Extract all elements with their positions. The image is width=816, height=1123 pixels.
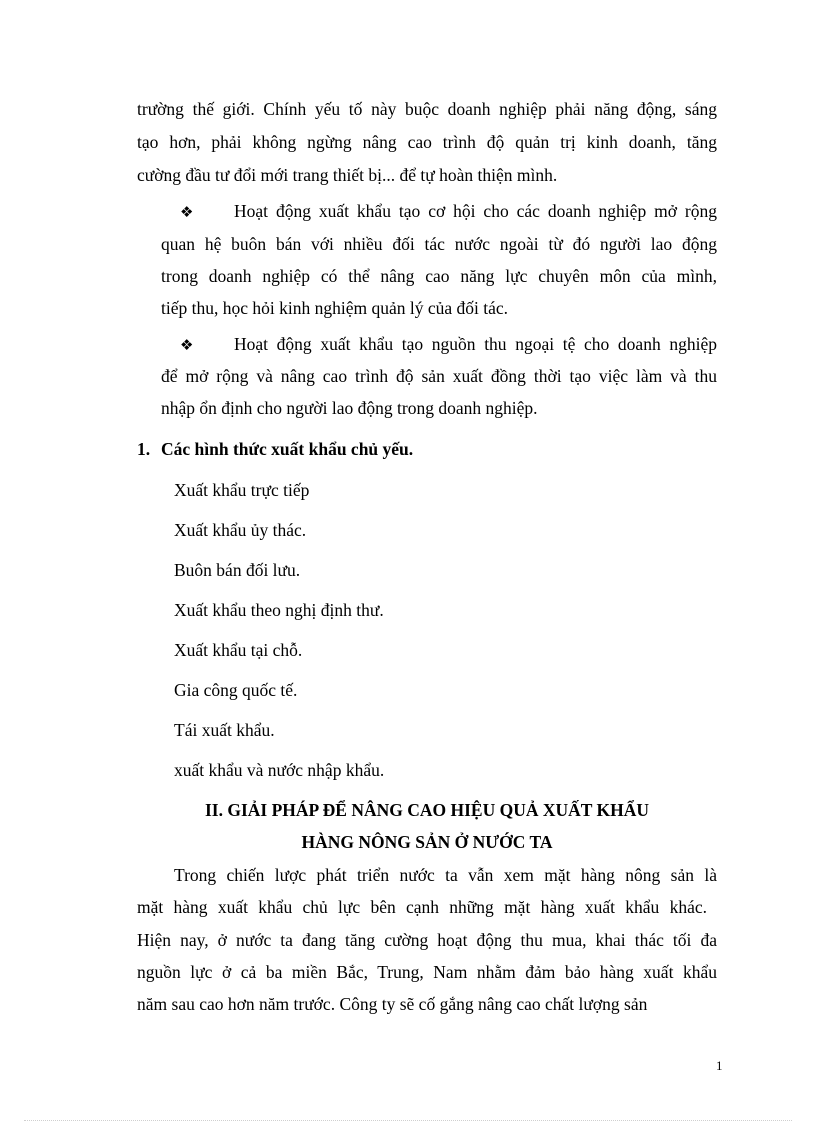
export-form-item: Xuất khẩu tại chỗ. (174, 640, 303, 660)
export-form-item: Buôn bán đối lưu. (174, 560, 301, 580)
page-number: 1 (716, 1058, 723, 1073)
bullet-2-line-3: nhập ổn định cho người lao động trong doanh nghiệp. (161, 398, 538, 418)
export-form-item: Xuất khẩu theo nghị định thư. (174, 600, 384, 620)
bullet-2-line-1: Hoạt động xuất khẩu tạo nguồn thu ngoại tệ cho doanh nghiệp (234, 334, 717, 354)
footer-divider (24, 1120, 792, 1121)
paragraph-1-line-1: trường thế giới. Chính yếu tố này buộc doanh nghiệp phải năng động, sáng (137, 99, 717, 119)
section-2-heading-line-1: II. GIẢI PHÁP ĐỂ NÂNG CAO HIỆU QUẢ XUẤT KHẨU (204, 800, 650, 820)
paragraph-2-line-3: Hiện nay, ở nước ta đang tăng cường hoạt động thu mua, khai thác tối đa (137, 930, 717, 950)
paragraph-1-line-2: tạo hơn, phải không ngừng nâng cao trình độ quản trị kinh doanh, tăng (137, 132, 717, 152)
section-1-number: 1. (137, 439, 151, 459)
export-form-item: xuất khẩu và nước nhập khẩu. (174, 760, 385, 780)
export-form-item: Gia công quốc tế. (174, 680, 298, 700)
diamond-bullet-icon: ❖ (180, 203, 194, 221)
paragraph-2-line-4: nguồn lực ở cả ba miền Bắc, Trung, Nam nhằm đảm bảo hàng xuất khẩu (137, 962, 717, 982)
export-form-item: Xuất khẩu ủy thác. (174, 520, 307, 540)
bullet-2-line-2: để mở rộng và nâng cao trình độ sản xuất đồng thời tạo việc làm và thu (161, 366, 717, 386)
paragraph-2-line-2: mặt hàng xuất khẩu chủ lực bên cạnh những mặt hàng xuất khẩu khác. (137, 897, 707, 917)
bullet-1-line-3: trong doanh nghiệp có thể nâng cao năng lực chuyên môn của mình, (161, 266, 717, 286)
bullet-1-line-4: tiếp thu, học hỏi kinh nghiệm quản lý của đối tác. (161, 298, 509, 318)
paragraph-2-line-5: năm sau cao hơn năm trước. Công ty sẽ cố gắng nâng cao chất lượng sản (137, 994, 648, 1014)
section-2-heading-line-2: HÀNG NÔNG SẢN Ở NƯỚC TA (301, 832, 553, 852)
section-1-heading: Các hình thức xuất khẩu chủ yếu. (161, 439, 414, 459)
diamond-bullet-icon: ❖ (180, 336, 194, 354)
export-form-item: Xuất khẩu trực tiếp (174, 480, 310, 500)
paragraph-1-line-3: cường đầu tư đổi mới trang thiết bị... để tự hoàn thiện mình. (137, 165, 558, 185)
paragraph-2-line-1: Trong chiến lược phát triển nước ta vẫn xem mặt hàng nông sản là (174, 865, 717, 885)
bullet-1-line-1: Hoạt động xuất khẩu tạo cơ hội cho các doanh nghiệp mở rộng (234, 201, 717, 221)
export-form-item: Tái xuất khẩu. (174, 720, 275, 740)
bullet-1-line-2: quan hệ buôn bán với nhiều đối tác nước ngoài từ đó người lao động (161, 234, 717, 254)
